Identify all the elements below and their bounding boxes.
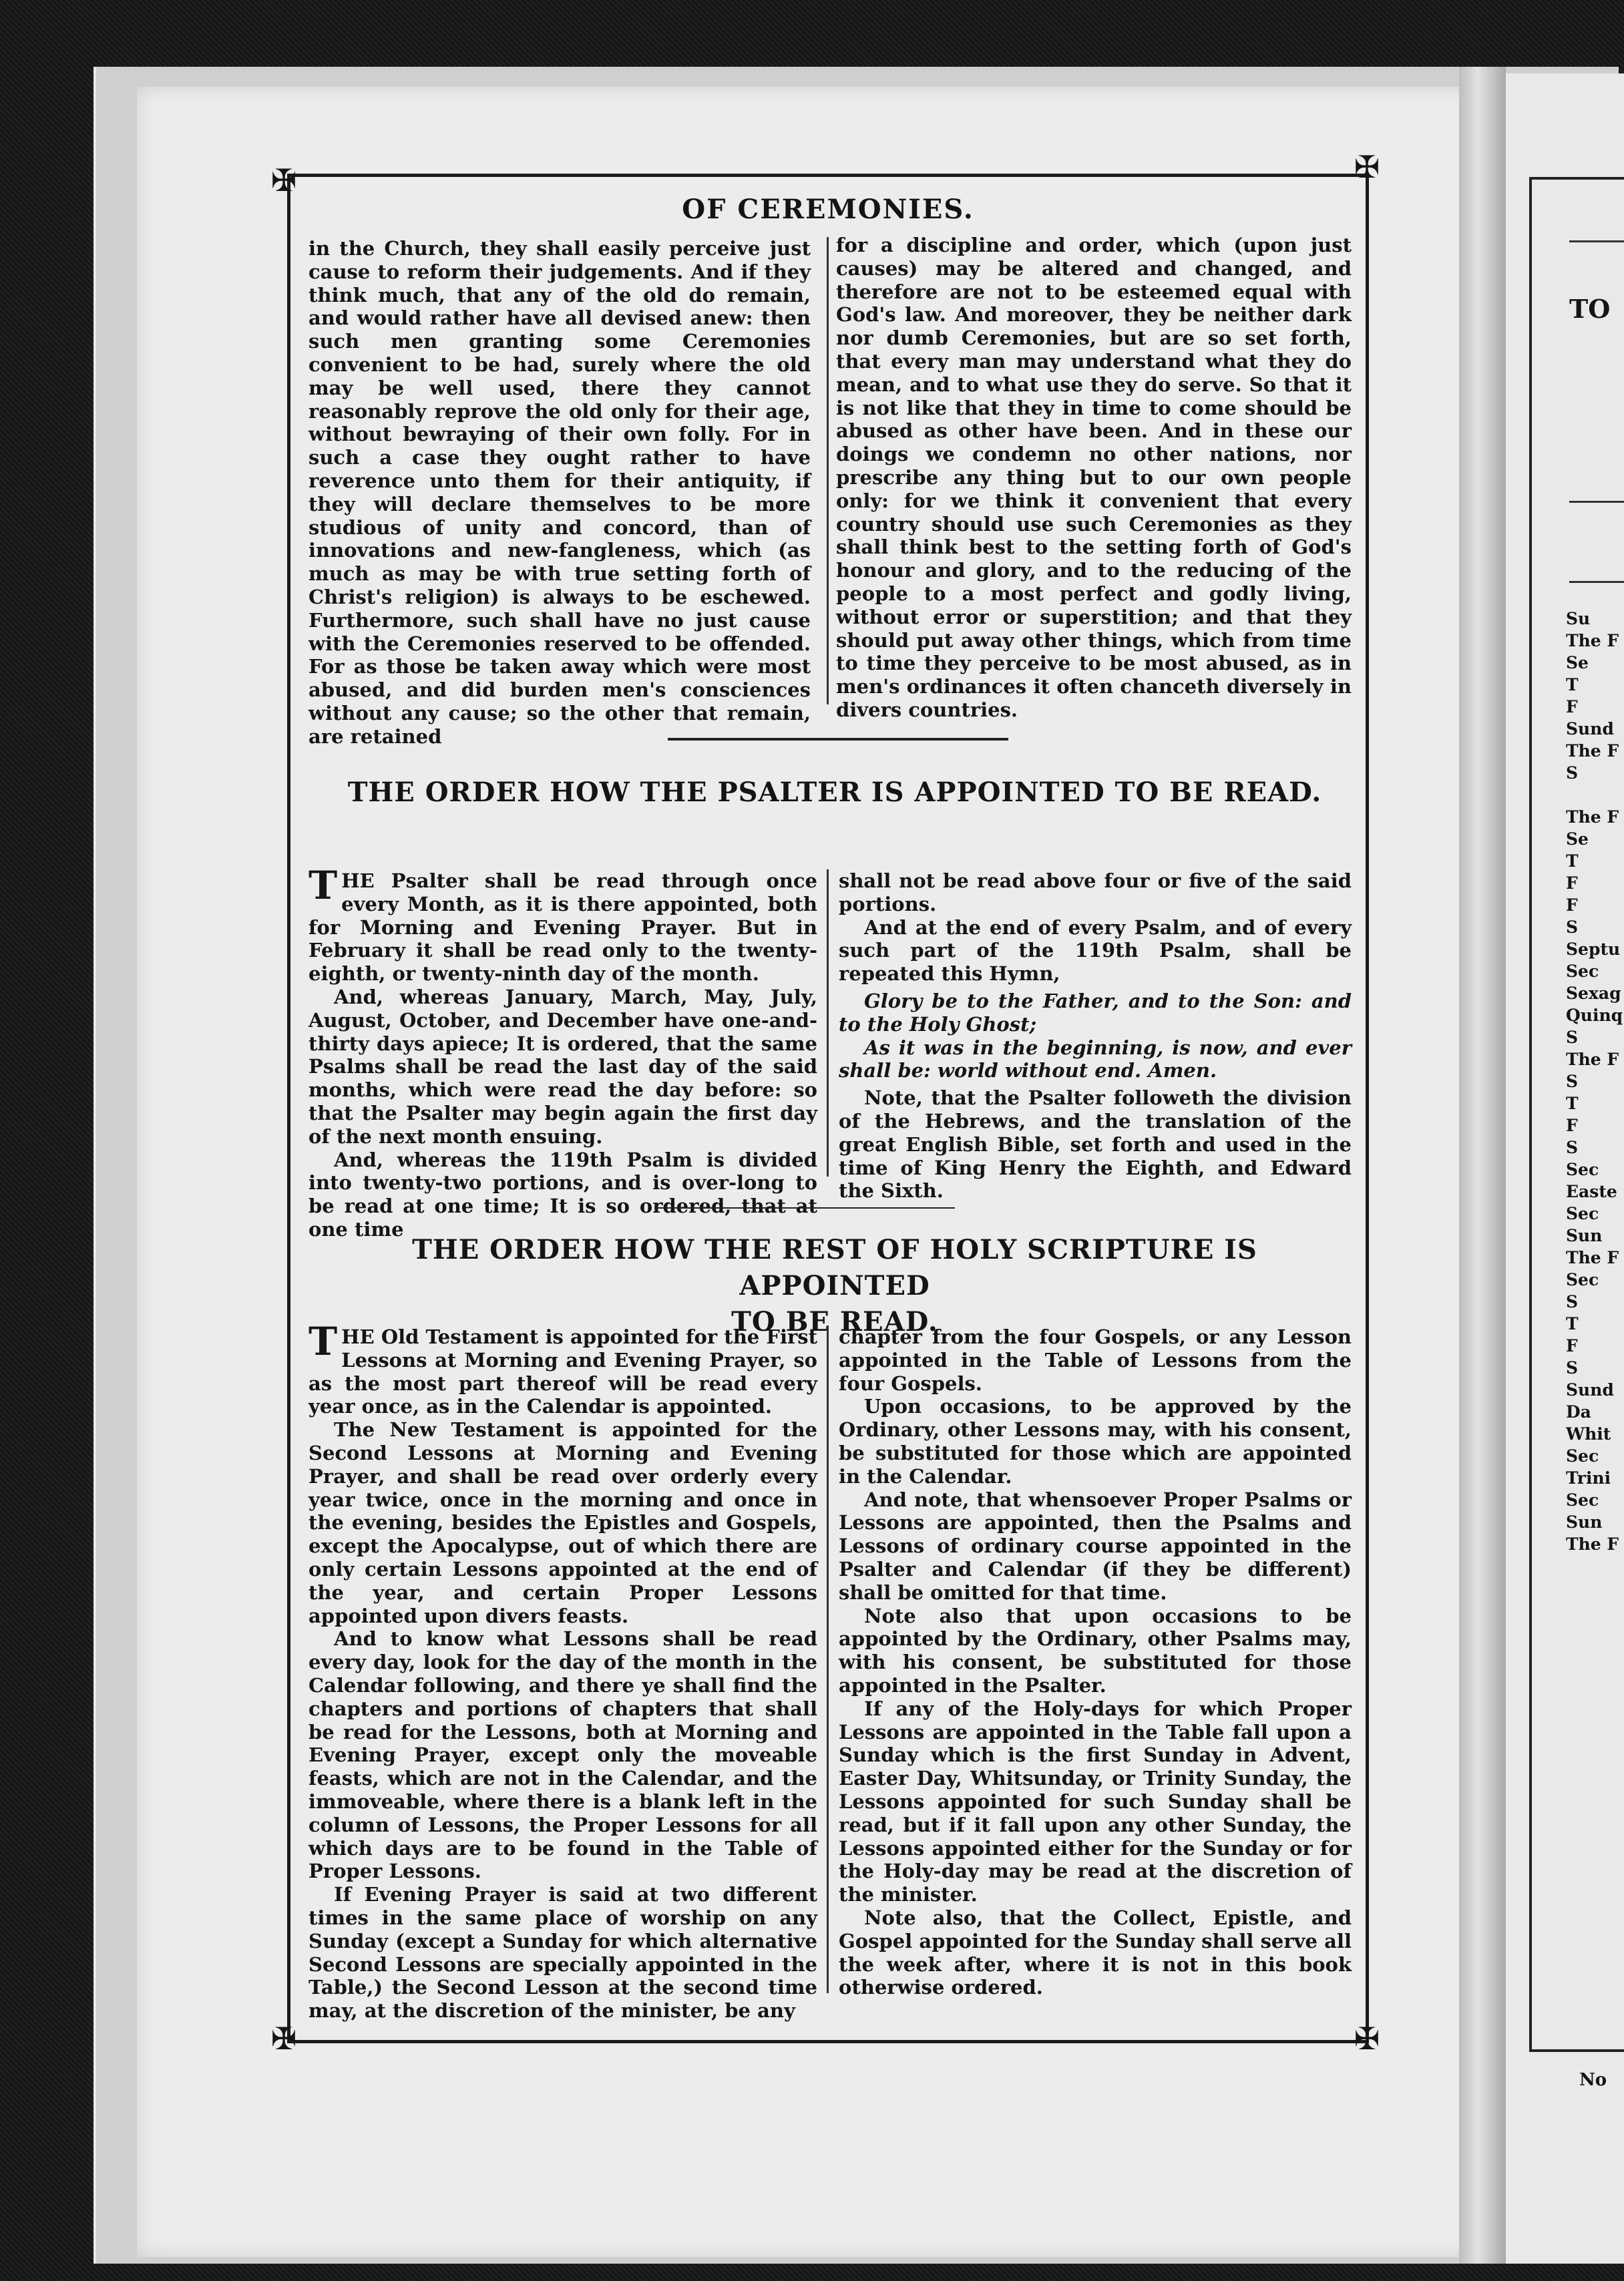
paragraph: And, whereas January, March, May, July, August, October, and December have one-and-thirty days apiece; It is ordered, that the same Psalms shall be read the last day of the said months, which were read the day before: so that the Psalter may begin again the first day of the next month ensuing. xyxy=(309,985,817,1148)
facing-page-footer: No xyxy=(1579,2070,1607,2090)
scripture-heading xyxy=(314,1232,1356,1340)
column-divider xyxy=(827,869,829,1177)
hymn-line: Glory be to the Father, and to the Son: and to the Holy Ghost; xyxy=(839,989,1352,1036)
drop-cap: T xyxy=(309,1319,338,1364)
book-gutter xyxy=(1459,67,1506,2264)
facing-page-rule xyxy=(1569,501,1624,503)
paragraph: If any of the Holy-days for which Proper Lessons are appointed in the Table fall upon a Sunday which is the first Sunday in Advent, Easter Day, Whitsunday, or Trinity Sunday, the Lessons appointed for such Sunday shall be read, but if it fall upon any other Sunday, the Lessons appointed either for the Sunday or for the Holy-day may be read at the discretion of the minister. xyxy=(839,1697,1352,1906)
paragraph: If Evening Prayer is said at two different times in the same place of worship on any Sunday (except a Sunday for which alternative Second Lessons are specially appointed in the Table,) the Second Lesson at the second time may, at the discretion of the minister, be any xyxy=(309,1883,817,2023)
facing-page-rule xyxy=(1569,240,1624,242)
paragraph: chapter from the four Gospels, or any Lesson appointed in the Table of Lessons from the four Gospels. xyxy=(839,1325,1352,1395)
scripture-heading-line: THE ORDER HOW THE REST OF HOLY SCRIPTURE IS APPOINTED xyxy=(412,1234,1257,1301)
hymn-line: As it was in the beginning, is now, and ever shall be: world without end. Amen. xyxy=(839,1036,1352,1082)
ceremonies-left-column xyxy=(309,237,811,749)
scripture-heading-line: TO BE READ. xyxy=(731,1306,938,1337)
drop-cap: T xyxy=(309,863,338,908)
paragraph: And to know what Lessons shall be read every day, look for the day of the month in the Calendar following, and there ye shall find the chapters and portions of chapters that shall be read for the Lessons, both at Morning and Evening Prayer, except only the moveable feasts, which are not in the Calendar, and the immoveable, where there is a blank left in the column of Lessons, the Proper Lessons for all which days are to be found in the Table of Proper Lessons. xyxy=(309,1627,817,1883)
facing-page-margin-words: Su The F Se T F Sund The F S The F Se T F F S Septu Sec Sexag Quinq S The F S T F S Sec Easte Sec Sun The F Sec S T F S Sund Da Whit Sec Trini Sec Sun The F xyxy=(1566,609,1623,1554)
paragraph: in the Church, they shall easily perceive just cause to reform their judgements. And if they think much, that any of the old do remain, and would rather have all devised anew: then such men granting some Ceremonies convenient to be had, surely where the old may be well used, there they cannot reasonably reprove the old only for their age, without bewraying of their own folly. For in such a case they ought rather to have reverence unto them for their antiquity, if they will declare themselves to be more studious of unity and concord, than of innovations and new-fangleness, which (as much as may be with true setting forth of Christ's religion) is always to be eschewed. Furthermore, such shall have no just cause with the Ceremonies reserved to be offended. For as those be taken away which were most abused, and did burden men's consciences without any cause; so the other that remain, are retained xyxy=(309,237,811,748)
paragraph: for a discipline and order, which (upon just causes) may be altered and changed, and therefore are not to be esteemed equal with God's law. And moreover, they be neither dark nor dumb Ceremonies, but are so set forth, that every man may understand what they do mean, and to what use they do serve. So that it is not like that they in time to come should be abused as other have been. And in these our doings we condemn no other nations, nor prescribe any thing but to our own people only: for we think it convenient that every country should use such Ceremonies as they shall think best to the setting forth of God's honour and glory, and to the reducing of the people to a most perfect and godly living, without error or superstition; and that they should put away other things, which from time to time they perceive to be most abused, as in men's ordinances it often chanceth diversely in divers countries. xyxy=(836,234,1352,721)
cross-ornament-icon: ✠ xyxy=(1354,2021,1380,2057)
paragraph: The New Testament is appointed for the Second Lessons at Morning and Evening Prayer, and shall be read over orderly every year twice, once in the morning and once in the evening, besides the Epistles and Gospels, except the Apocalypse, out of which there are only certain Lessons appointed at the end of the year, and certain Proper Lessons appointed upon divers feasts. xyxy=(309,1418,817,1627)
section-rule xyxy=(668,738,1008,741)
facing-page xyxy=(1506,73,1624,2264)
scripture-left-column xyxy=(309,1319,817,2023)
facing-page-heading: TO xyxy=(1569,294,1611,324)
cross-ornament-icon: ✠ xyxy=(270,162,297,198)
section-rule xyxy=(654,1207,955,1209)
scripture-right-column xyxy=(839,1325,1352,1999)
column-divider xyxy=(827,237,829,704)
paragraph: THE Old Testament is appointed for the First Lessons at Morning and Evening Prayer, so as the most part thereof will be read every year once, as in the Calendar is appointed. xyxy=(309,1319,817,1418)
paragraph: Note also that upon occasions to be appointed by the Ordinary, other Psalms may, with his consent, be substituted for those appointed in the Psalter. xyxy=(839,1604,1352,1697)
paragraph: THE Psalter shall be read through once every Month, as it is there appointed, both for Morning and Evening Prayer. But in February it shall be read only to the twenty-eighth, or twenty-ninth day of the month. xyxy=(309,863,817,986)
cross-ornament-icon: ✠ xyxy=(1354,149,1380,185)
paragraph: Note also, that the Collect, Epistle, and Gospel appointed for the Sunday shall serve all the week after, where it is not in this book otherwise ordered. xyxy=(839,1906,1352,1999)
paragraph: Note, that the Psalter followeth the division of the Hebrews, and the translation of the great English Bible, set forth and used in the time of King Henry the Eighth, and Edward the Sixth. xyxy=(839,1086,1352,1203)
psalter-heading: THE ORDER HOW THE PSALTER IS APPOINTED TO BE READ. xyxy=(347,777,1322,808)
facing-page-rule xyxy=(1569,581,1624,583)
column-divider xyxy=(827,1325,829,1993)
paragraph: Upon occasions, to be approved by the Ordinary, other Lessons may, with his consent, be substituted for those which are appointed in the Calendar. xyxy=(839,1395,1352,1488)
paragraph: shall not be read above four or five of the said portions. xyxy=(839,869,1352,915)
paragraph: And, whereas the 119th Psalm is divided into twenty-two portions, and is over-long to be read at one time; It is so ordered, that at one time xyxy=(309,1148,817,1241)
cross-ornament-icon: ✠ xyxy=(270,2021,297,2057)
paragraph: And note, that whensoever Proper Psalms or Lessons are appointed, then the Psalms and Lessons of ordinary course appointed in the Psalter and Calendar (if they be different) shall be omitted for that time. xyxy=(839,1488,1352,1604)
ceremonies-heading: OF CEREMONIES. xyxy=(682,194,974,225)
psalter-right-column xyxy=(839,869,1352,1203)
psalter-left-column xyxy=(309,863,817,1241)
ceremonies-right-column xyxy=(836,234,1352,722)
paragraph: And at the end of every Psalm, and of every such part of the 119th Psalm, shall be repeated this Hymn, xyxy=(839,915,1352,986)
